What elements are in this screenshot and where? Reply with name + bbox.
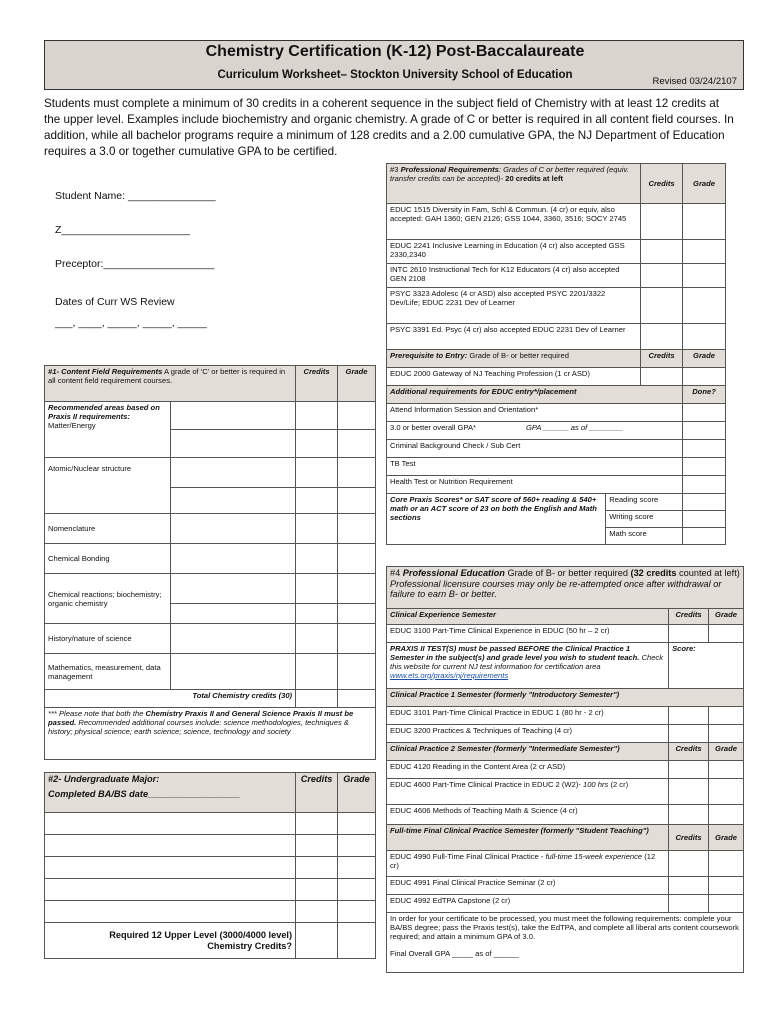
table-cell: Credits xyxy=(669,825,709,851)
entry-cell[interactable] xyxy=(683,440,726,458)
entry-cell[interactable] xyxy=(709,625,744,643)
entry-cell[interactable] xyxy=(338,574,376,604)
prereq-header xyxy=(387,350,641,368)
table-cell: Done? xyxy=(683,386,726,404)
table-cell: Credits xyxy=(641,164,683,204)
intro-paragraph: Students must complete a minimum of 30 credits in a coherent sequence in the subject field of Chemistry with at least 12 credits at the upper level. Examples include biochemistry and organic chemistry. A grade of C or better is required in all content field courses. In addition, while all bachelor programs require a minimum of 128 credits and a 2.00 cumulative GPA, the NJ Department of Education requires a 3.0 or together cumulative GPA to be certified. xyxy=(44,97,734,158)
entry-cell[interactable] xyxy=(338,690,376,708)
entry-cell[interactable] xyxy=(338,430,376,458)
entry-cell[interactable] xyxy=(296,835,338,857)
entry-cell[interactable] xyxy=(709,761,744,779)
table-cell: Credits xyxy=(296,773,338,813)
undergrad-major-table xyxy=(44,772,376,959)
text-segment: (32 credits xyxy=(630,568,677,578)
text-segment: 100 hrs xyxy=(582,780,609,789)
table-cell: Grade xyxy=(683,164,726,204)
text-segment: (2 cr) xyxy=(608,780,629,789)
entry-cell[interactable] xyxy=(669,877,709,895)
entry-cell[interactable] xyxy=(338,604,376,624)
entry-cell[interactable] xyxy=(338,488,376,514)
entry-cell[interactable] xyxy=(296,857,338,879)
header-box xyxy=(44,40,744,90)
table-cell: Grade xyxy=(709,609,744,625)
area-reactions: Chemical reactions; biochemistry; organic chemistry xyxy=(45,574,171,624)
text-segment: A grade of 'C' or better is required in all content field requirement courses. xyxy=(48,367,286,385)
table-cell: Reading score xyxy=(606,494,683,511)
table-cell: Grade xyxy=(683,350,726,368)
table-cell: Clinical Experience Semester xyxy=(387,609,669,625)
entry-cell[interactable] xyxy=(296,458,338,488)
entry-cell[interactable] xyxy=(296,654,338,690)
course-psyc3323: PSYC 3323 Adolesc (4 cr ASD) also accepted PSYC 2201/3322 Dev/Life; EDUC 2231 Dev of Learner xyxy=(387,288,641,324)
entry-cell[interactable] xyxy=(338,835,376,857)
table-cell: Grade xyxy=(709,825,744,851)
entry-cell[interactable] xyxy=(683,458,726,476)
entry-cell[interactable] xyxy=(45,901,296,923)
entry-cell[interactable] xyxy=(709,779,744,805)
text-segment: *** Please note that both the xyxy=(48,709,146,718)
entry-cell[interactable] xyxy=(709,877,744,895)
text-segment: Completed BA/BS date__________________ xyxy=(48,788,241,799)
text-segment: Professional Education xyxy=(402,568,505,578)
entry-cell[interactable] xyxy=(296,813,338,835)
entry-cell[interactable] xyxy=(641,240,683,264)
table-cell: Health Test or Nutrition Requirement xyxy=(387,476,683,494)
entry-cell[interactable] xyxy=(669,895,709,913)
entry-cell[interactable] xyxy=(669,851,709,877)
section1-grade-header: Grade xyxy=(338,366,376,402)
entry-cell[interactable] xyxy=(45,857,296,879)
table-cell: Credits xyxy=(641,350,683,368)
entry-cell[interactable] xyxy=(669,625,709,643)
text-segment: GPA ______ as of ________ xyxy=(525,423,624,432)
text-segment: #4 xyxy=(390,568,403,578)
entry-cell[interactable] xyxy=(296,923,338,959)
table-cell: Credits xyxy=(669,609,709,625)
entry-cell[interactable] xyxy=(338,923,376,959)
entry-cell[interactable] xyxy=(45,879,296,901)
entry-cell[interactable] xyxy=(296,402,338,430)
entry-cell[interactable] xyxy=(709,895,744,913)
text-segment: Check this website for current NJ test information for certification area xyxy=(390,653,664,671)
entry-cell[interactable] xyxy=(296,604,338,624)
entry-cell[interactable] xyxy=(669,725,709,743)
text-segment: Professional licensure courses may only be re-attempted once after withdrawal or failure to earn B- or better. xyxy=(390,578,722,599)
entry-cell[interactable] xyxy=(170,488,295,514)
entry-cell[interactable] xyxy=(683,422,726,440)
entry-cell[interactable] xyxy=(641,204,683,240)
area-history: History/nature of science xyxy=(45,624,171,654)
entry-cell[interactable] xyxy=(296,544,338,574)
professional-requirements-table xyxy=(386,163,726,545)
praxis-link[interactable]: www.ets.org/praxis/nj/requirements xyxy=(390,671,509,680)
total-credits-label: Total Chemistry credits (30) xyxy=(45,690,296,708)
entry-cell[interactable] xyxy=(641,288,683,324)
table-cell: EDUC 4606 Methods of Teaching Math & Science (4 cr) xyxy=(387,805,669,825)
table-cell: Writing score xyxy=(606,511,683,528)
text-segment: Matter/Energy xyxy=(48,421,96,430)
entry-cell[interactable] xyxy=(338,901,376,923)
section1-credits-header: Credits xyxy=(296,366,338,402)
z-number-field[interactable]: Z______________________ xyxy=(55,224,190,236)
entry-cell[interactable] xyxy=(296,690,338,708)
table-cell: EDUC 3100 Part-Time Clinical Experience in EDUC (50 hr – 2 cr) xyxy=(387,625,669,643)
text-segment: Recommended additional courses include: science methodologies, techniques & history; physical science; earth science; science, technology and society xyxy=(48,718,349,736)
page-subtitle: Curriculum Worksheet– Stockton University School of Education xyxy=(217,69,573,81)
table-cell: Attend Information Session and Orientation* xyxy=(387,404,683,422)
entry-cell[interactable] xyxy=(683,240,726,264)
score-field[interactable]: Score: xyxy=(669,643,744,689)
area-atomic: Atomic/Nuclear structure xyxy=(45,458,171,514)
entry-cell[interactable] xyxy=(296,430,338,458)
table-cell: EDUC 4991 Final Clinical Practice Seminar (2 cr) xyxy=(387,877,669,895)
entry-cell[interactable] xyxy=(641,264,683,288)
text-segment: EDUC 4600 Part-Time Clinical Practice in EDUC 2 (W2)- xyxy=(390,780,583,789)
entry-cell[interactable] xyxy=(170,574,295,604)
text-segment: 20 credits at left xyxy=(505,174,564,183)
professional-education-table xyxy=(386,566,744,973)
area-math: Mathematics, measurement, data management xyxy=(45,654,171,690)
entry-cell[interactable] xyxy=(683,511,726,528)
entry-cell[interactable] xyxy=(683,288,726,324)
revised-date: Revised 03/24/2107 xyxy=(652,76,737,87)
entry-cell[interactable] xyxy=(338,813,376,835)
table-cell: Clinical Practice 2 Semester (formerly "Intermediate Semester") xyxy=(387,743,669,761)
table-cell: Credits xyxy=(669,743,709,761)
entry-cell[interactable] xyxy=(709,725,744,743)
table-cell: Full-time Final Clinical Practice Semester (formerly "Student Teaching") xyxy=(387,825,669,851)
entry-cell[interactable] xyxy=(641,368,683,386)
text-segment: (12 cr) xyxy=(390,852,656,870)
section3-header xyxy=(387,164,641,204)
table-cell: Criminal Background Check / Sub Cert xyxy=(387,440,683,458)
entry-cell[interactable] xyxy=(296,574,338,604)
course-educ2241: EDUC 2241 Inclusive Learning in Education (4 cr) also accepted GSS 2330,2340 xyxy=(387,240,641,264)
entry-cell[interactable] xyxy=(170,544,295,574)
entry-cell[interactable] xyxy=(669,761,709,779)
text-segment: In order for your certificate to be processed, you must meet the following requirements: complete your BA/BS degree; pass the Praxis test(s), take the EdTPA, and complete all liberal arts content coursework required; and attain a minimum GPA of 3.0. xyxy=(390,914,739,941)
text-segment: Chemistry Praxis II and General Science Praxis II must be passed. xyxy=(48,709,354,727)
entry-cell[interactable] xyxy=(338,544,376,574)
core-praxis-requirement: Core Praxis Scores* or SAT score of 560+ reading & 540+ math or an ACT score of 23 on both the English and Math sections xyxy=(387,494,606,545)
entry-cell[interactable] xyxy=(709,851,744,877)
course-intc2610: INTC 2610 Instructional Tech for K12 Educators (4 cr) also accepted GEN 2108 xyxy=(387,264,641,288)
entry-cell[interactable] xyxy=(338,458,376,488)
entry-cell[interactable] xyxy=(338,402,376,430)
entry-cell[interactable] xyxy=(669,707,709,725)
section1-header xyxy=(45,366,296,402)
entry-cell[interactable] xyxy=(338,514,376,544)
entry-cell[interactable] xyxy=(45,835,296,857)
entry-cell[interactable] xyxy=(683,368,726,386)
entry-cell[interactable] xyxy=(296,901,338,923)
entry-cell[interactable] xyxy=(170,604,295,624)
table-cell: Grade xyxy=(338,773,376,813)
final-requirements-note xyxy=(387,913,744,973)
text-segment: #3 xyxy=(390,165,401,174)
entry-cell[interactable] xyxy=(669,805,709,825)
entry-cell[interactable] xyxy=(170,514,295,544)
entry-cell[interactable] xyxy=(669,779,709,805)
table-cell: Grade xyxy=(709,743,744,761)
text-segment: : Grades of C or better required (equiv. transfer credits can be accepted)- xyxy=(390,165,629,183)
entry-cell[interactable] xyxy=(683,324,726,350)
entry-cell[interactable] xyxy=(338,879,376,901)
dates-review-label: Dates of Curr WS Review xyxy=(55,296,175,308)
text-segment: PRAXIS II TEST(S) must be passed BEFORE the Clinical Practice 1 Semester in the subject(s) and grade level you wish to student teach. xyxy=(390,644,640,662)
text-segment: #1- Content Field Requirements xyxy=(48,367,163,376)
final-gpa-field[interactable]: Final Overall GPA _____ as of ______ xyxy=(390,949,520,958)
entry-cell[interactable] xyxy=(709,805,744,825)
entry-cell[interactable] xyxy=(296,488,338,514)
text-segment: #2- Undergraduate Major: xyxy=(48,774,160,784)
text-segment: counted at left) xyxy=(676,568,740,578)
praxis-ii-note xyxy=(387,643,669,689)
additional-header: Additional requirements for EDUC entry*/placement xyxy=(387,386,683,404)
course-educ2000: EDUC 2000 Gateway of NJ Teaching Profession (1 cr ASD) xyxy=(387,368,641,386)
entry-cell[interactable] xyxy=(683,264,726,288)
entry-cell[interactable] xyxy=(170,402,295,430)
preceptor-field[interactable]: Preceptor:___________________ xyxy=(55,258,215,270)
entry-cell[interactable] xyxy=(683,204,726,240)
course-educ1515: EDUC 1515 Diversity in Fam, Schl & Commun. (4 cr) or equiv, also accepted: GAH 1360; GEN 2126; GSS 1044, 3360, 3516; SOCY 2745 xyxy=(387,204,641,240)
text-segment: Grade of B- or better required xyxy=(467,351,569,360)
section4-header xyxy=(387,567,744,609)
entry-cell[interactable] xyxy=(683,476,726,494)
entry-cell[interactable] xyxy=(338,857,376,879)
entry-cell[interactable] xyxy=(683,528,726,545)
student-name-field[interactable]: Student Name: _______________ xyxy=(55,190,216,202)
praxis-note xyxy=(45,708,376,760)
entry-cell[interactable] xyxy=(709,707,744,725)
table-cell: EDUC 4120 Reading in the Content Area (2 cr ASD) xyxy=(387,761,669,779)
entry-cell[interactable] xyxy=(296,624,338,654)
entry-cell[interactable] xyxy=(641,324,683,350)
text-segment: 3.0 or better overall GPA* xyxy=(390,423,476,432)
table-cell: EDUC 3101 Part-Time Clinical Practice in EDUC 1 (80 hr - 2 cr) xyxy=(387,707,669,725)
entry-cell[interactable] xyxy=(683,494,726,511)
table-cell xyxy=(387,851,669,877)
entry-cell[interactable] xyxy=(296,879,338,901)
entry-cell[interactable] xyxy=(296,514,338,544)
course-psyc3391: PSYC 3391 Ed. Psyc (4 cr) also accepted EDUC 2231 Dev of Learner xyxy=(387,324,641,350)
entry-cell[interactable] xyxy=(338,654,376,690)
dates-review-blanks[interactable]: ___, ____, _____, _____, _____ xyxy=(55,317,207,329)
table-cell: Math score xyxy=(606,528,683,545)
area-bonding: Chemical Bonding xyxy=(45,544,171,574)
upper-level-question: Required 12 Upper Level (3000/4000 level) Chemistry Credits? xyxy=(45,923,296,959)
table-cell: EDUC 4992 EdTPA Capstone (2 cr) xyxy=(387,895,669,913)
area-nomenclature: Nomenclature xyxy=(45,514,171,544)
entry-cell[interactable] xyxy=(338,624,376,654)
table-cell xyxy=(387,779,669,805)
table-cell: EDUC 3200 Practices & Techniques of Teaching (4 cr) xyxy=(387,725,669,743)
text-segment: full-time 15-week experience xyxy=(545,852,643,861)
content-field-table xyxy=(44,365,376,760)
text-segment: Recommended areas based on Praxis II requirements: xyxy=(48,403,160,421)
text-segment: Prerequisite to Entry: xyxy=(390,351,468,360)
entry-cell[interactable] xyxy=(170,458,295,488)
text-segment: Professional Requirements xyxy=(400,165,499,174)
text-segment: EDUC 4990 Full-Time Final Clinical Practice - xyxy=(390,852,546,861)
entry-cell[interactable] xyxy=(170,624,295,654)
page-title: Chemistry Certification (K-12) Post-Baccalaureate xyxy=(205,43,585,60)
entry-cell[interactable] xyxy=(170,654,295,690)
text-segment: Grade of B- or better required xyxy=(504,568,631,578)
entry-cell[interactable] xyxy=(45,813,296,835)
entry-cell[interactable] xyxy=(170,430,295,458)
area-matter xyxy=(45,402,171,458)
table-cell: Clinical Practice 1 Semester (formerly "Introductory Semester") xyxy=(387,689,744,707)
section2-header xyxy=(45,773,296,813)
table-cell: TB Test xyxy=(387,458,683,476)
table-cell xyxy=(387,422,683,440)
entry-cell[interactable] xyxy=(683,404,726,422)
